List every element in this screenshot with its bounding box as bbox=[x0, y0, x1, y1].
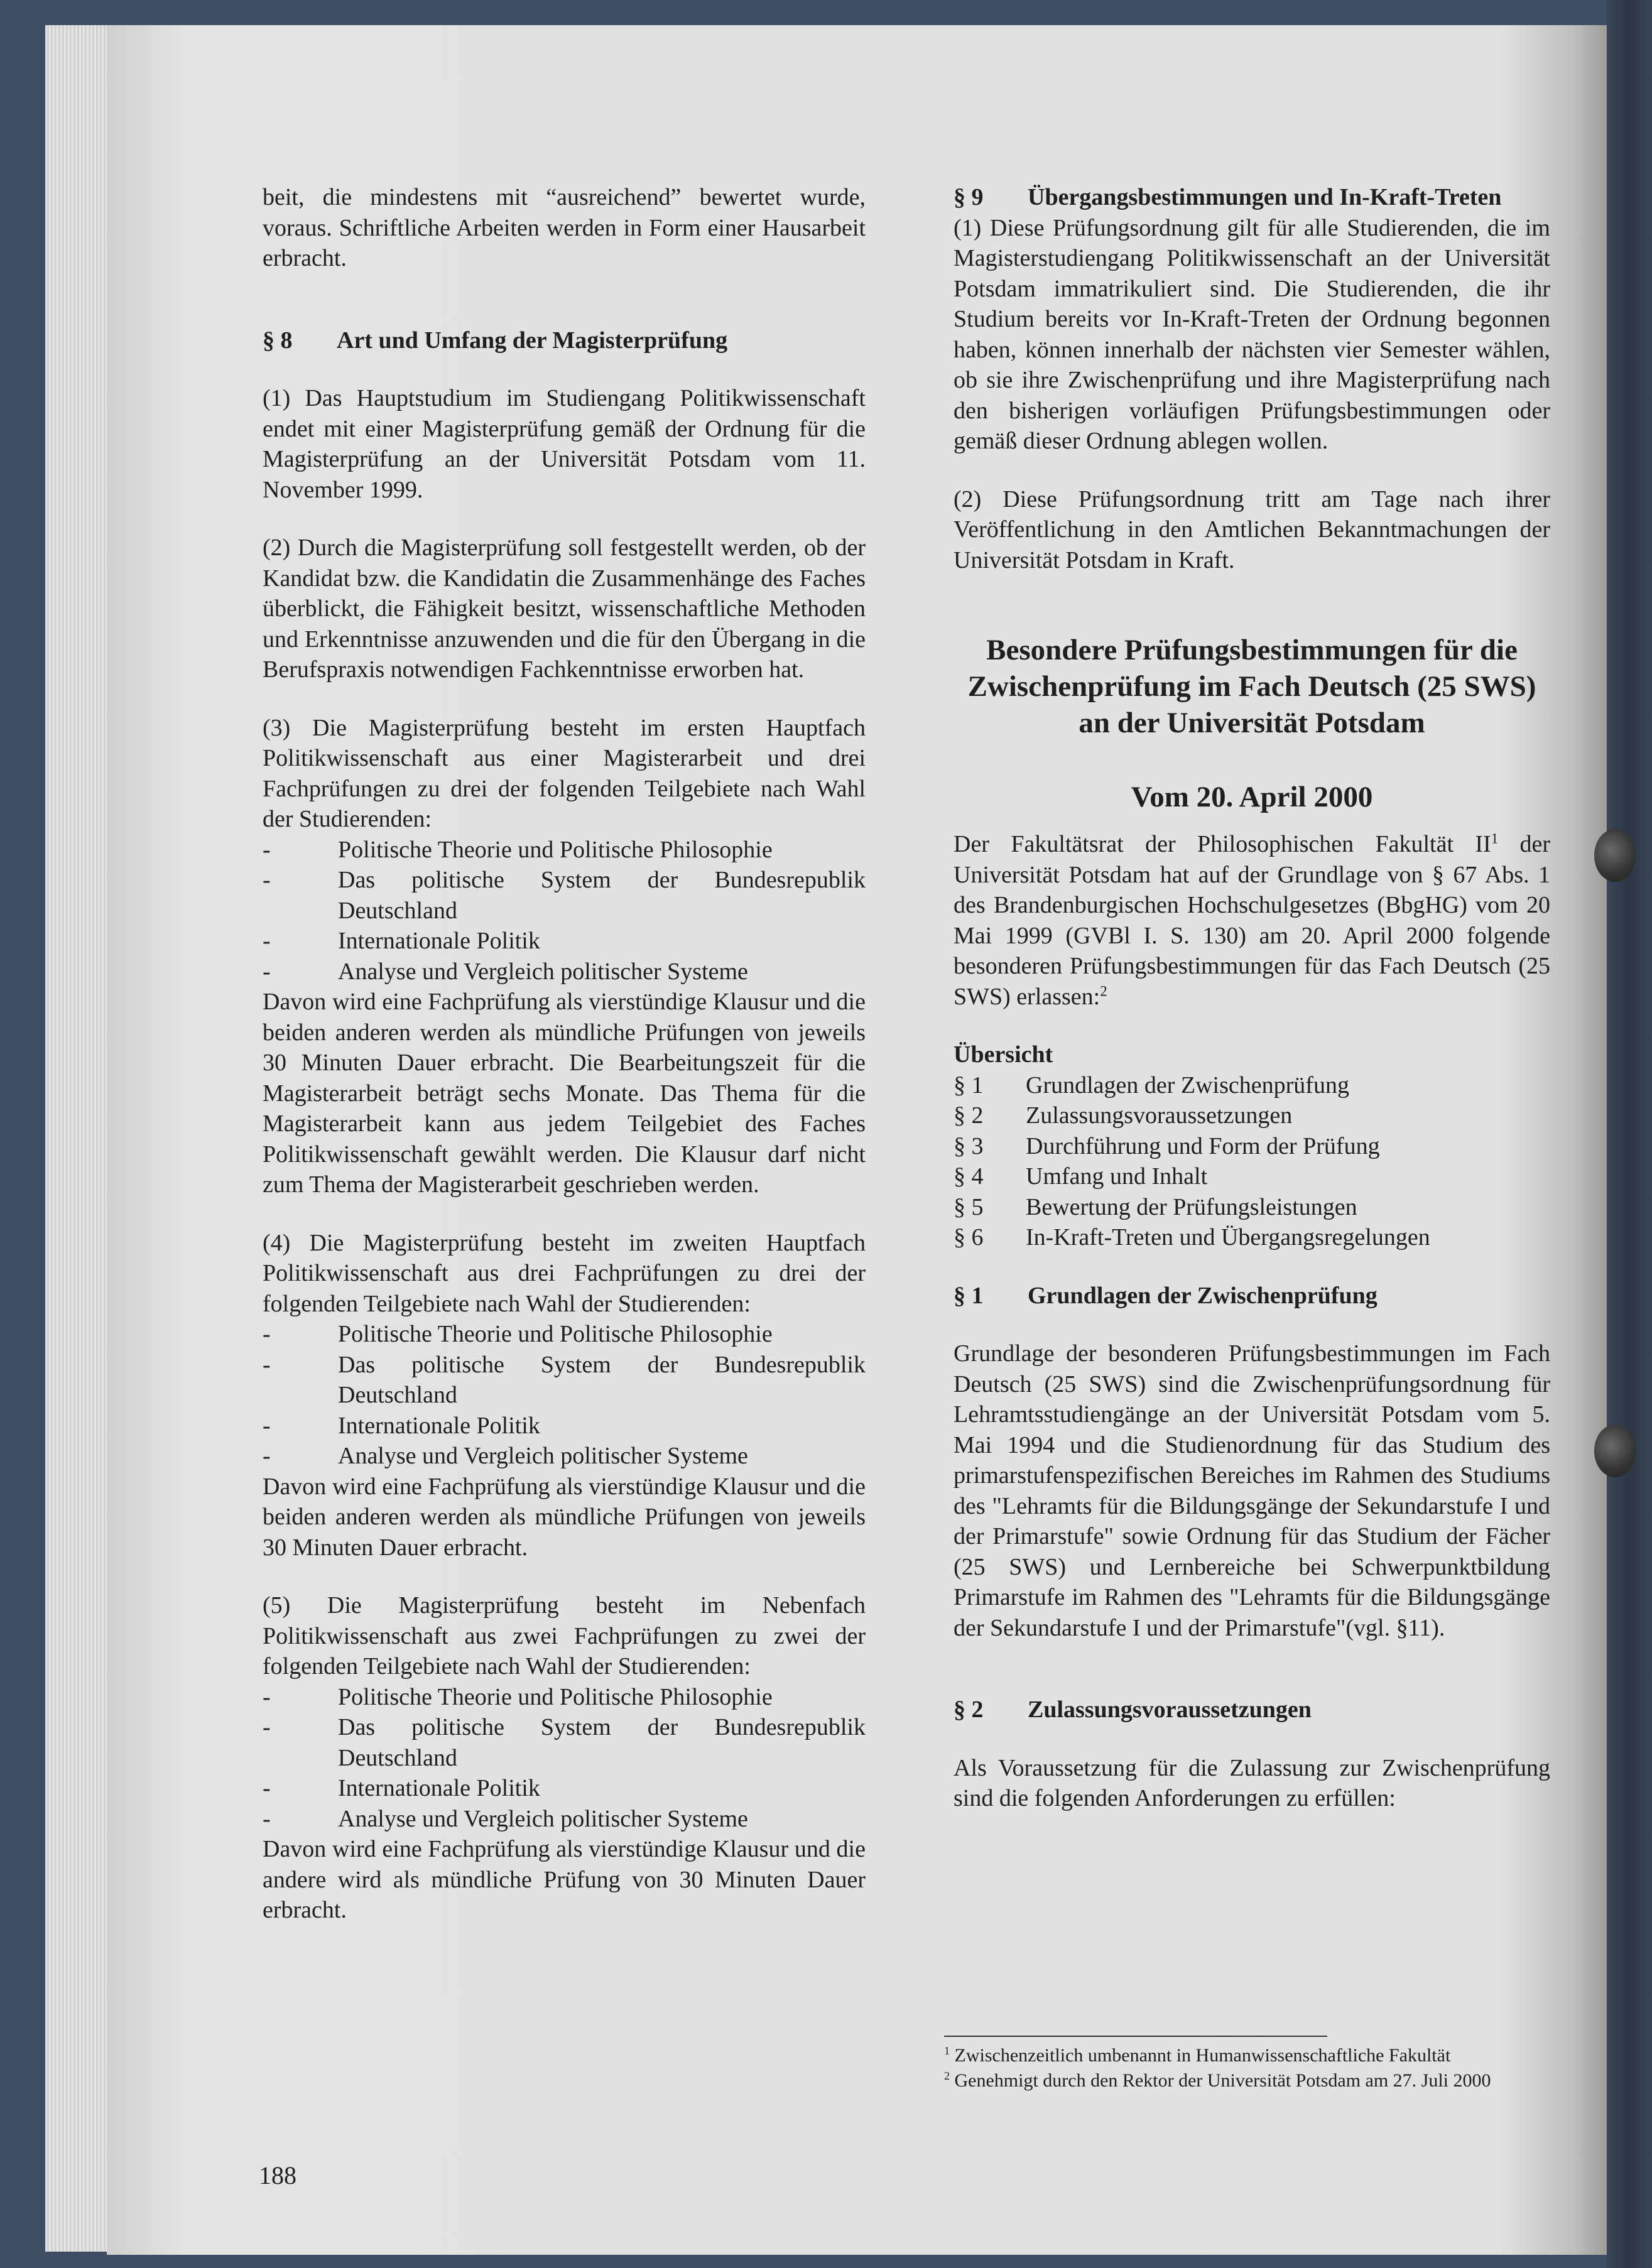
list-item: - Das politische System der Bundesrepublik Deutschland bbox=[263, 1351, 866, 1408]
subject-list-2 bbox=[263, 1319, 866, 1472]
binder-ring-top bbox=[1594, 829, 1636, 882]
list-item: - Internationale Politik bbox=[263, 1412, 540, 1439]
overview-list bbox=[954, 1070, 1550, 1253]
page-number: 188 bbox=[259, 2161, 296, 2189]
list-item: - Politische Theorie und Politische Philosophie bbox=[263, 836, 773, 863]
section-title: Grundlagen der Zwischenprüfung bbox=[1028, 1282, 1378, 1309]
paragraph-1: Grundlage der besonderen Prüfungsbestimmungen im Fach Deutsch (25 SWS) sind die Zwischenprüfungsordnung für Lehramtsstudiengänge an der Universität Potsdam vom 5. Mai 1994 und die Studienordnung für das Studium des primarstufenspezifischen Bereiches im Rahmen des Studiums des "Lehramts für die Bildungsgänge der Sekundarstufe I und der Primarstufe" sowie Ordnung für das Studium der Fächer (25 SWS) und Lernbereiche bei Schwerpunktbildung Primarstufe im Rahmen des "Lehramts für die Bildungsgänge der Sekundarstufe I und der Primarstufe"(vgl. §11). bbox=[954, 1340, 1550, 1641]
binder-ring-bottom bbox=[1594, 1424, 1636, 1477]
overview-item: § 6 In-Kraft-Treten und Übergangsregelungen bbox=[954, 1224, 1430, 1251]
paragraph-8-3-intro: (3) Die Magisterprüfung besteht im ersten Hauptfach Politikwissenschaft aus einer Magisterarbeit und drei Fachprüfungen zu drei der folgenden Teilgebiete nach Wahl der Studierenden: bbox=[263, 714, 866, 832]
overview-item: § 3 Durchführung und Form der Prüfung bbox=[954, 1132, 1380, 1159]
list-item: - Internationale Politik bbox=[263, 1775, 540, 1801]
list-item: - Internationale Politik bbox=[263, 928, 540, 954]
document-date: Vom 20. April 2000 bbox=[1131, 781, 1373, 813]
paragraph-8-4-outro: Davon wird eine Fachprüfung als vierstündige Klausur und die beiden anderen werden als mündliche Prüfungen von jeweils 30 Minuten Dauer erbracht. bbox=[263, 1473, 866, 1561]
overview-item: § 2 Zulassungsvoraussetzungen bbox=[954, 1102, 1293, 1129]
section-8-heading bbox=[263, 325, 866, 356]
list-item: - Analyse und Vergleich politischer Systeme bbox=[263, 1443, 748, 1469]
subject-list-3 bbox=[263, 1682, 866, 1835]
list-item: - Politische Theorie und Politische Philosophie bbox=[263, 1683, 773, 1710]
section-title: Übergangsbestimmungen und In-Kraft-Treten bbox=[1028, 184, 1502, 210]
footnote-ref-2[interactable]: 2 bbox=[1100, 982, 1107, 999]
list-item: - Das politische System der Bundesrepublik Deutschland bbox=[263, 1714, 866, 1771]
paragraph-2: Als Voraussetzung für die Zulassung zur Zwischenprüfung sind die folgenden Anforderungen zu erfüllen: bbox=[954, 1754, 1550, 1811]
footnote-ref-1[interactable]: 1 bbox=[1491, 830, 1499, 847]
section-number: § 1 bbox=[954, 1282, 984, 1309]
footnote-separator bbox=[944, 2036, 1327, 2037]
section-9-heading bbox=[954, 182, 1550, 213]
section-1-heading bbox=[954, 1281, 1550, 1311]
right-column bbox=[954, 182, 1550, 1814]
continued-paragraph: beit, die mindestens mit “ausreichend” bewertet wurde, voraus. Schriftliche Arbeiten werden in Form einer Hausarbeit erbracht. bbox=[263, 184, 866, 271]
list-item: - Analyse und Vergleich politischer Systeme bbox=[263, 958, 748, 985]
paragraph-8-2: (2) Durch die Magisterprüfung soll festgestellt werden, ob der Kandidat bzw. die Kandidatin die Zusammenhänge des Faches überblickt, die Fähigkeit besitzt, wissenschaftliche Methoden und Erkenntnisse anzuwenden und die für den Übergang in die Berufspraxis notwendigen Fachkenntnisse erworben hat. bbox=[263, 534, 866, 683]
paragraph-8-5-intro: (5) Die Magisterprüfung besteht im Nebenfach Politikwissenschaft aus zwei Fachprüfungen zu zwei der folgenden Teilgebiete nach Wahl der Studierenden: bbox=[263, 1592, 866, 1679]
section-title: Art und Umfang der Magisterprüfung bbox=[337, 327, 728, 354]
paragraph-8-5-outro: Davon wird eine Fachprüfung als vierstündige Klausur und die andere wird als mündliche Prüfung von 30 Minuten Dauer erbracht. bbox=[263, 1836, 866, 1923]
paragraph-8-4-intro: (4) Die Magisterprüfung besteht im zweiten Hauptfach Politikwissenschaft aus drei Fachprüfungen zu drei der folgenden Teilgebiete nach Wahl der Studierenden: bbox=[263, 1229, 866, 1317]
section-number: § 9 bbox=[954, 184, 984, 210]
paragraph-9-2: (2) Diese Prüfungsordnung tritt am Tage nach ihrer Veröffentlichung in den Amtlichen Bekanntmachungen der Universität Potsdam in Kraft. bbox=[954, 486, 1550, 573]
left-column bbox=[263, 182, 866, 1926]
overview-item: § 4 Umfang und Inhalt bbox=[954, 1163, 1208, 1190]
document-title: Besondere Prüfungsbestimmungen für die Zwischenprüfung im Fach Deutsch (25 SWS) an der Universität Potsdam bbox=[967, 634, 1536, 739]
section-title: Zulassungsvoraussetzungen bbox=[1028, 1696, 1312, 1723]
footnote-2: $^2$ Genehmigt durch den Rektor der Universität Potsdam am 27. Juli 2000 bbox=[944, 2070, 1491, 2091]
preamble: Der Fakultätsrat der Philosophischen Fakultät $II^1$ der Universität Potsdam hat auf der Grundlage von § 67 Abs. 1 des Brandenburgischen Hochschulgesetzes (BbgHG) vom 20 Mai 1999 (GVBl I. S. 130) am 20. April 2000 folgende besonderen Prüfungsbestimmungen für das Fach Deutsch (25 SWS) erlassen:$^2$ bbox=[954, 830, 1550, 1010]
list-item: - Das politische System der Bundesrepublik Deutschland bbox=[263, 867, 866, 924]
section-number: § 2 bbox=[954, 1696, 984, 1723]
paragraph-8-3-outro: Davon wird eine Fachprüfung als vierstündige Klausur und die beiden anderen werden als mündliche Prüfungen von jeweils 30 Minuten Dauer erbracht. Die Bearbeitungszeit für die Magisterarbeit beträgt sechs Monate. Das Thema für die Magisterarbeit kann aus jedem Teilgebiet des Faches Politikwissenschaft gewählt werden. Die Klausur darf nicht zum Thema der Magisterarbeit geschrieben werden. bbox=[263, 989, 866, 1198]
overview-item: § 1 Grundlagen der Zwischenprüfung bbox=[954, 1072, 1349, 1099]
footnote-1: $^1$ Zwischenzeitlich umbenannt in Humanwissenschaftliche Fakultät bbox=[944, 2044, 1451, 2066]
list-item: - Politische Theorie und Politische Philosophie bbox=[263, 1321, 773, 1347]
paragraph-9-1: (1) Diese Prüfungsordnung gilt für alle Studierenden, die im Magisterstudiengang Politikwissenschaft an der Universität Potsdam immatrikuliert sind. Die Studierenden, die ihr Studium bereits vor In-Kraft-Treten der Ordnung begonnen haben, können innerhalb der nächsten vier Semester wählen, ob sie ihre Zwischenprüfung und ihre Magisterprüfung nach den bisherigen vorläufigen Prüfungsbestimmungen oder gemäß dieser Ordnung ablegen wollen. bbox=[954, 214, 1550, 454]
subject-list-1 bbox=[263, 835, 866, 987]
footnotes bbox=[944, 2045, 1541, 2095]
paragraph-8-1: (1) Das Hauptstudium im Studiengang Politikwissenschaft endet mit einer Magisterprüfung gemäß der Ordnung für die Magisterprüfung an der Universität Potsdam vom 11. November 1999. bbox=[263, 385, 866, 503]
book-binding bbox=[1607, 0, 1652, 2268]
list-item: - Analyse und Vergleich politischer Systeme bbox=[263, 1805, 748, 1832]
section-number: § 8 bbox=[263, 327, 293, 354]
overview-heading: Übersicht bbox=[954, 1041, 1053, 1068]
section-2-heading bbox=[954, 1695, 1550, 1725]
overview-item: § 5 Bewertung der Prüfungsleistungen bbox=[954, 1193, 1357, 1220]
